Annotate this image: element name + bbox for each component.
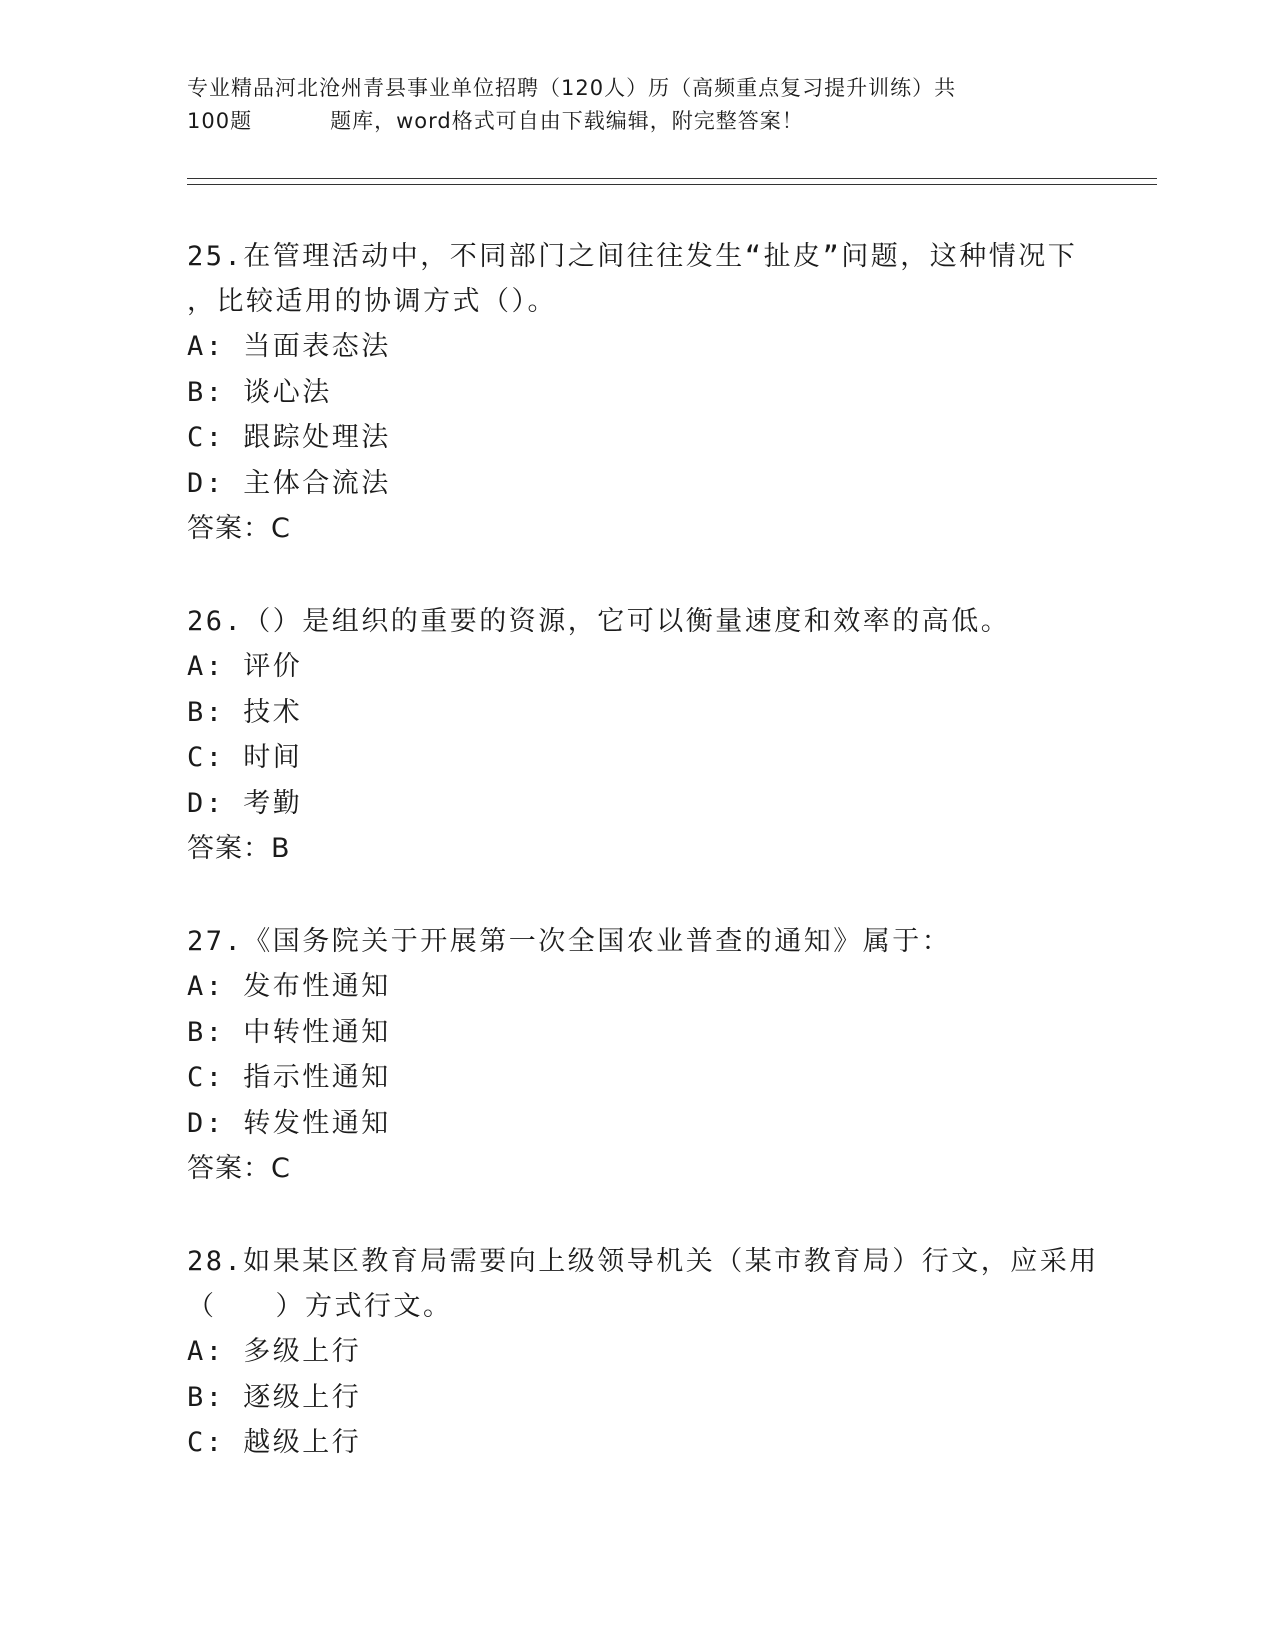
option-letter: D: <box>187 787 225 819</box>
option-d <box>187 461 1107 507</box>
option-letter: C: <box>187 1427 225 1458</box>
option-text: 指示性通知 <box>243 1062 391 1093</box>
header-divider-bottom <box>187 184 1157 185</box>
option-text: 技术 <box>243 696 303 728</box>
option-c <box>187 1055 1107 1101</box>
option-letter: B: <box>187 1016 225 1048</box>
option-letter: A: <box>187 331 225 362</box>
answer-line: 答案：C <box>187 1153 291 1184</box>
question-27 <box>187 919 1107 1192</box>
header-question-count: 100题 <box>187 109 253 133</box>
header-description: 题库，word格式可自由下载编辑，附完整答案！ <box>330 109 804 133</box>
option-text: 评价 <box>243 651 303 682</box>
option-b <box>187 1375 1107 1421</box>
option-a <box>187 1329 1107 1375</box>
document-header <box>187 72 1087 138</box>
option-letter: D: <box>187 1107 225 1139</box>
option-b <box>187 370 1107 416</box>
option-b <box>187 690 1107 736</box>
option-text: 多级上行 <box>243 1336 362 1367</box>
question-stem-line: 28.如果某区教育局需要向上级领导机关（某市教育局）行文，应采用 <box>187 1246 1099 1277</box>
option-d <box>187 1101 1107 1147</box>
option-text: 谈心法 <box>243 376 332 408</box>
question-25 <box>187 234 1107 552</box>
question-26 <box>187 599 1107 872</box>
option-letter: C: <box>187 742 225 773</box>
option-d <box>187 781 1107 827</box>
option-letter: B: <box>187 696 225 728</box>
option-text: 当面表态法 <box>243 331 391 362</box>
question-stem-line: 26.（）是组织的重要的资源，它可以衡量速度和效率的高低。 <box>187 606 1011 637</box>
option-a <box>187 324 1107 370</box>
question-stem-line: 25.在管理活动中，不同部门之间往往发生“扯皮”问题，这种情况下 <box>187 241 1078 272</box>
option-a <box>187 644 1107 690</box>
answer-line: 答案：C <box>187 513 291 544</box>
option-text: 考勤 <box>243 787 303 819</box>
option-c <box>187 735 1107 781</box>
header-line-1: 专业精品河北沧州青县事业单位招聘（120人）历（高频重点复习提升训练）共 <box>187 76 957 100</box>
option-text: 越级上行 <box>243 1427 362 1458</box>
option-text: 时间 <box>243 742 303 773</box>
option-b <box>187 1010 1107 1056</box>
option-text: 逐级上行 <box>243 1381 362 1413</box>
question-stem-line: ，比较适用的协调方式（）。 <box>187 286 557 317</box>
option-letter: A: <box>187 1336 225 1367</box>
option-text: 主体合流法 <box>243 467 391 499</box>
option-text: 转发性通知 <box>243 1107 391 1139</box>
question-stem-line: （ ）方式行文。 <box>187 1291 453 1322</box>
option-letter: C: <box>187 1062 225 1093</box>
option-c <box>187 1420 1107 1466</box>
answer-line: 答案：B <box>187 833 291 864</box>
option-letter: A: <box>187 651 225 682</box>
header-divider-top <box>187 178 1157 179</box>
option-text: 中转性通知 <box>243 1016 391 1048</box>
option-letter: B: <box>187 376 225 408</box>
option-letter: B: <box>187 1381 225 1413</box>
option-text: 发布性通知 <box>243 971 391 1002</box>
question-28 <box>187 1239 1107 1466</box>
option-letter: C: <box>187 422 225 453</box>
option-a <box>187 964 1107 1010</box>
option-letter: D: <box>187 467 225 499</box>
question-stem-line: 27.《国务院关于开展第一次全国农业普查的通知》属于： <box>187 926 952 957</box>
option-text: 跟踪处理法 <box>243 422 391 453</box>
question-list <box>187 234 1107 1513</box>
option-letter: A: <box>187 971 225 1002</box>
option-c <box>187 415 1107 461</box>
header-line-2 <box>187 105 1087 138</box>
